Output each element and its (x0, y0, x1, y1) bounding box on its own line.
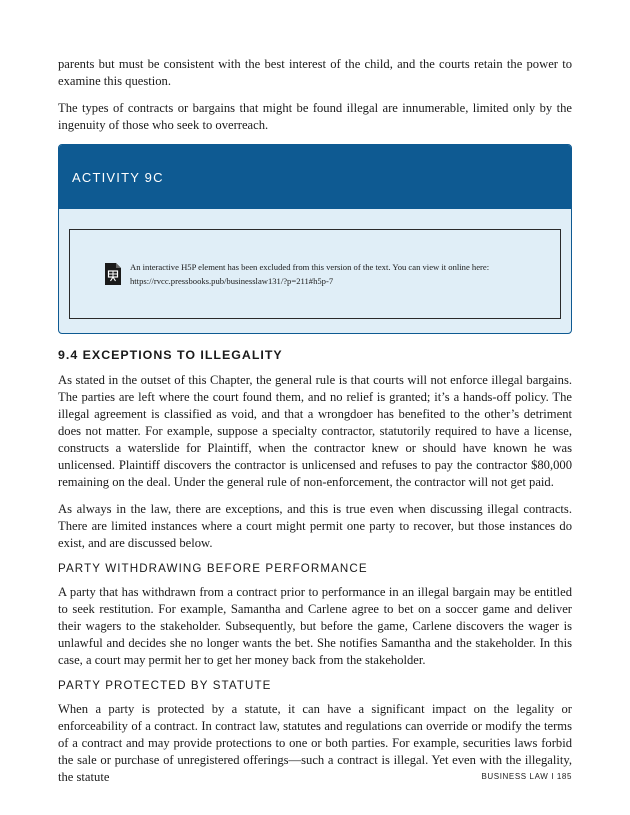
section-paragraph-1: As stated in the outset of this Chapter, the general rule is that courts will not enforce illegal bargains. The parties are left where the court found them, and no relief is granted; it’s a hands-off policy. The illegal agreement is classified as void, and that a wrongdoer has benefited to the other’s detriment does not matter. For example, suppose a specialty contractor, statutorily required to have a license, constructs a waterslide for Plaintiff, when the contractor knew or should have known he was unlicensed. Plaintiff discovers the contractor is unlicensed and refuses to pay the contractor $80,000 remaining on the deal. Under the general rule of non-enforcement, the contractor will not get paid. (58, 373, 572, 489)
h5p-online-link[interactable]: https://rvcc.pressbooks.pub/businesslaw131/?p=211#h5p-7 (130, 276, 334, 286)
activity-box (58, 144, 572, 334)
h5p-notice-message: An interactive H5P element has been excluded from this version of the text. You can view it online here: (130, 262, 490, 272)
h5p-excluded-notice (69, 229, 561, 319)
h5p-notice-text (130, 260, 489, 288)
h5p-document-icon (104, 262, 122, 286)
activity-body (59, 209, 571, 333)
paragraph-intro-2: The types of contracts or bargains that might be found illegal are innumerable, limited only by the ingenuity of those who seek to overreach. (58, 101, 572, 132)
subsection-paragraph-withdrawing: A party that has withdrawn from a contract prior to performance in an illegal bargain may be entitled to seek restitution. For example, Samantha and Carlene agree to bet on a soccer game and deliver their wagers to the stakeholder. Subsequently, but before the game, Carlene discovers the wager is unlawful and decides she no longer wants the bet. She notifies Samantha and the stakeholder. In this case, a court may permit her to get her money back from the stakeholder. (58, 585, 572, 667)
subsection-heading-protected: PARTY PROTECTED BY STATUTE (58, 679, 272, 692)
activity-title: ACTIVITY 9C (72, 169, 164, 185)
section-heading: 9.4 EXCEPTIONS TO ILLEGALITY (58, 348, 283, 362)
page-content (58, 56, 572, 796)
paragraph-intro-1: parents but must be consistent with the best interest of the child, and the courts retain the power to examine this question. (58, 57, 572, 88)
subsection-heading-withdrawing: PARTY WITHDRAWING BEFORE PERFORMANCE (58, 562, 368, 575)
activity-header (59, 145, 571, 209)
page-footer: BUSINESS LAW I 185 (481, 772, 572, 781)
subsection-paragraph-protected: When a party is protected by a statute, it can have a significant impact on the legality or enforceability of a contract. In contract law, statutes and regulations can override or modify the terms of a contract and may provide protections to one or both parties. For example, securities laws forbid the sale or purchase of unregistered offerings—such a contract is illegal. Yet even with the illegality, the statute (58, 702, 572, 784)
section-paragraph-2: As always in the law, there are exceptions, and this is true even when discussing illegal contracts. There are limited instances where a court might permit one party to recover, but those instances do exist, and are discussed below. (58, 502, 572, 550)
